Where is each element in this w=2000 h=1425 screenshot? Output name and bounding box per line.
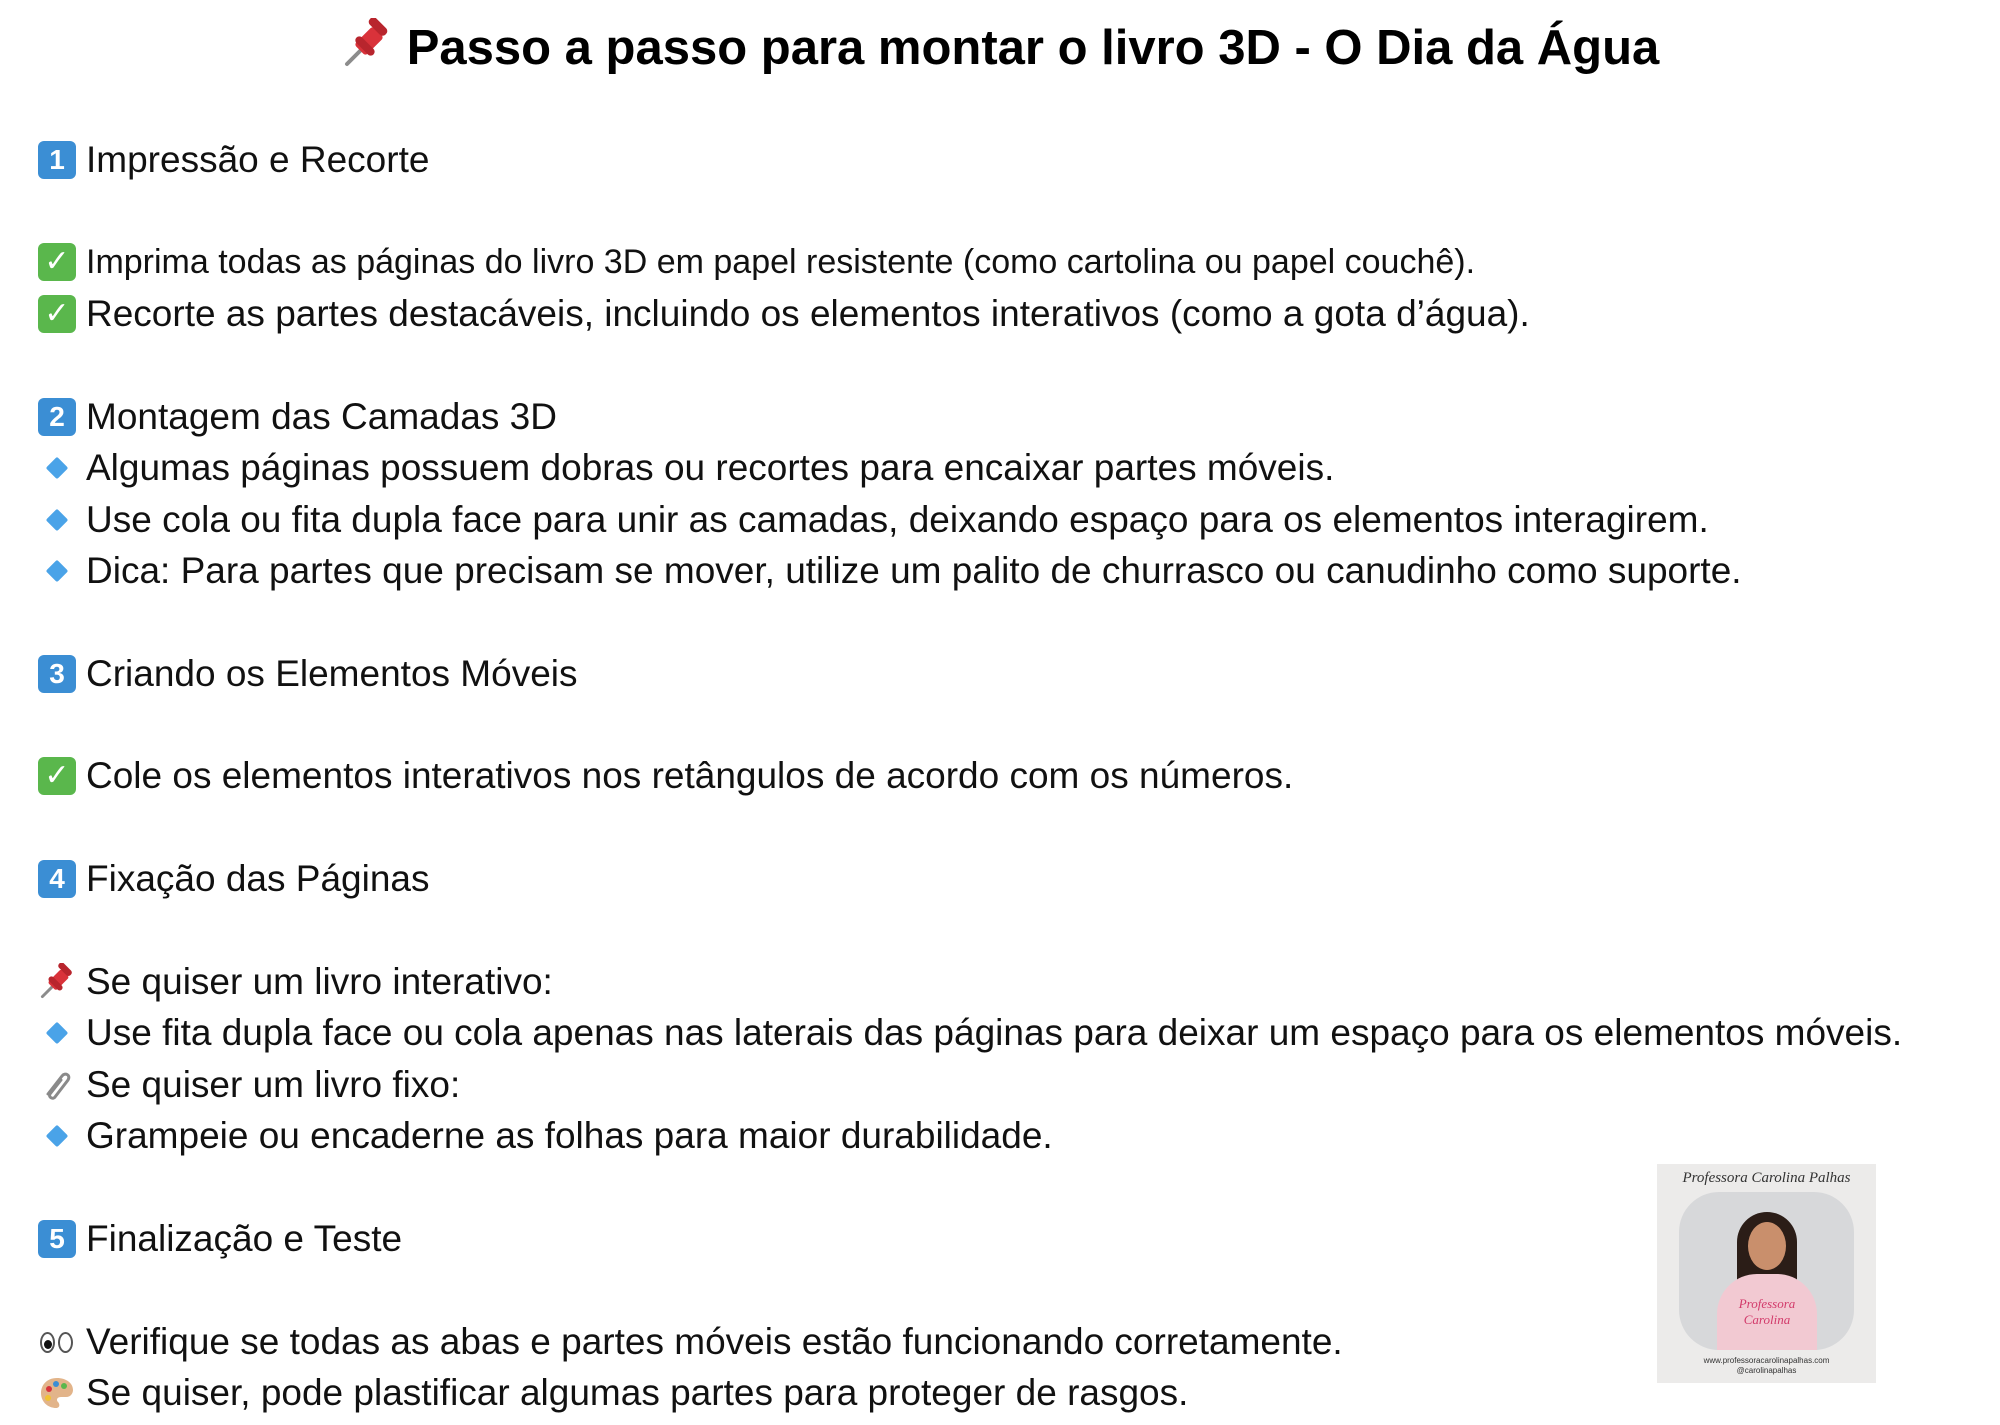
photo-frame [1679, 1192, 1854, 1350]
instruction-text: Se quiser, pode plastificar algumas partes para proteger de rasgos. [86, 1372, 1189, 1413]
photo-face [1748, 1222, 1786, 1270]
step-5-heading [38, 1214, 402, 1264]
step-2-title: Montagem das Camadas 3D [86, 396, 557, 437]
keycap-2-icon: 2 [38, 398, 76, 436]
step-4-heading [38, 854, 429, 904]
instruction-text: Recorte as partes destacáveis, incluindo os elementos interativos (como a gota d’água). [86, 293, 1530, 334]
step-3-heading [38, 649, 578, 699]
instruction-text: Grampeie ou encaderne as folhas para maior durabilidade. [86, 1115, 1053, 1156]
instruction-line [38, 1060, 460, 1110]
pushpin-icon [38, 963, 76, 1001]
check-mark-icon: ✓ [38, 295, 76, 333]
photo-handle: @carolinapalhas [1736, 1366, 1797, 1375]
palette-icon [38, 1374, 76, 1412]
keycap-5-icon: 5 [38, 1220, 76, 1258]
keycap-1-icon: 1 [38, 141, 76, 179]
author-photo [1657, 1164, 1876, 1383]
instruction-text: Use cola ou fita dupla face para unir as camadas, deixando espaço para os elementos interagirem. [86, 499, 1709, 540]
eyes-icon [38, 1323, 76, 1361]
instruction-line [38, 546, 1742, 596]
blue-diamond-icon [38, 1014, 76, 1052]
instruction-line [38, 237, 1475, 287]
photo-credits [1657, 1356, 1876, 1376]
page-title [0, 18, 2000, 84]
instruction-line [38, 1111, 1053, 1161]
check-mark-icon: ✓ [38, 757, 76, 795]
instruction-line [38, 443, 1334, 493]
photo-website: www.professoracarolinapalhas.com [1703, 1356, 1830, 1365]
step-2-heading [38, 392, 557, 442]
instruction-text: Se quiser um livro interativo: [86, 961, 553, 1002]
blue-diamond-icon [38, 552, 76, 590]
keycap-3-icon: 3 [38, 655, 76, 693]
instruction-text: Cole os elementos interativos nos retângulos de acordo com os números. [86, 755, 1294, 796]
step-5-title: Finalização e Teste [86, 1218, 403, 1259]
instruction-text: Imprima todas as páginas do livro 3D em papel resistente (como cartolina ou papel couchê). [86, 243, 1476, 281]
photo-brand-text: Professora Carolina Palhas [1682, 1170, 1851, 1186]
title-text: Passo a passo para montar o livro 3D - O Dia da Água [406, 21, 1660, 75]
blue-diamond-icon [38, 501, 76, 539]
blue-diamond-icon [38, 1117, 76, 1155]
instruction-line [38, 1317, 1343, 1367]
instruction-line [38, 1008, 1902, 1058]
instruction-text: Dica: Para partes que precisam se mover, utilize um palito de churrasco ou canudinho como suporte. [86, 550, 1742, 591]
step-1-title: Impressão e Recorte [86, 139, 430, 180]
instruction-line [38, 289, 1530, 339]
instruction-text: Use fita dupla face ou cola apenas nas laterais das páginas para deixar um espaço para os elementos móveis. [86, 1012, 1903, 1053]
instruction-line [38, 957, 553, 1007]
photo-shirt-text: Professora Carolina [1738, 1296, 1796, 1327]
instruction-text: Verifique se todas as abas e partes móveis estão funcionando corretamente. [86, 1321, 1343, 1362]
step-4-title: Fixação das Páginas [86, 858, 430, 899]
instruction-text: Algumas páginas possuem dobras ou recortes para encaixar partes móveis. [86, 447, 1335, 488]
instruction-line [38, 495, 1709, 545]
instruction-text: Se quiser um livro fixo: [86, 1064, 461, 1105]
check-mark-icon: ✓ [38, 243, 76, 281]
blue-diamond-icon [38, 449, 76, 487]
instruction-line [38, 1368, 1188, 1418]
pushpin-icon [341, 18, 393, 84]
step-1-heading [38, 135, 429, 185]
instruction-line [38, 751, 1293, 801]
step-3-title: Criando os Elementos Móveis [86, 653, 578, 694]
paperclip-icon [38, 1066, 76, 1104]
keycap-4-icon: 4 [38, 860, 76, 898]
